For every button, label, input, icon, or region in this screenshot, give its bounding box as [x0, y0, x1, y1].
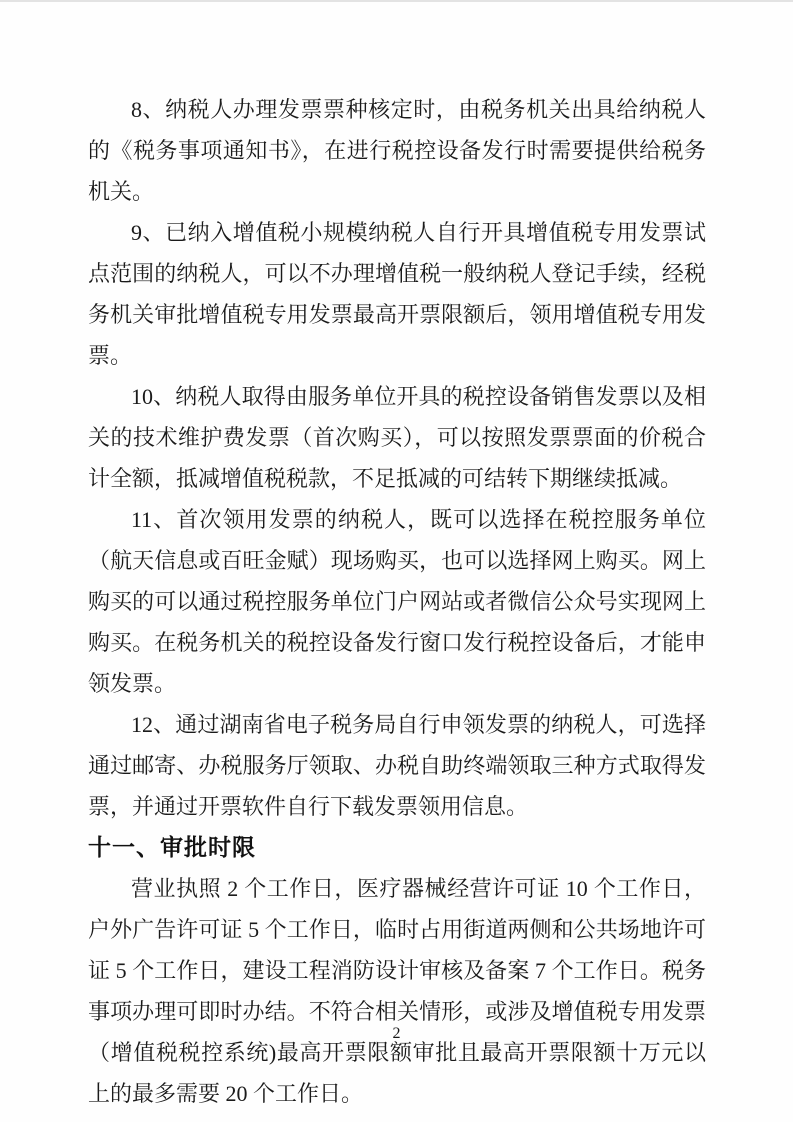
paragraph-item-8: 8、纳税人办理发票票种核定时，由税务机关出具给纳税人的《税务事项通知书》，在进行税控设备发行时需要提供给税务机关。 — [88, 97, 706, 204]
paragraph-item-10: 10、纳税人取得由服务单位开具的税控设备销售发票以及相关的技术维护费发票（首次购买），可以按照发票票面的价税合计全额，抵减增值税税款，不足抵减的可结转下期继续抵减。 — [88, 384, 706, 491]
paragraph-item-12: 12、通过湖南省电子税务局自行申领发票的纳税人，可选择通过邮寄、办税服务厅领取、办税自助终端领取三种方式取得发票，并通过开票软件自行下载发票领用信息。 — [88, 712, 706, 819]
document-body — [88, 89, 706, 1114]
page-number: 2 — [392, 1025, 401, 1042]
paragraph-item-9: 9、已纳入增值税小规模纳税人自行开具增值税专用发票试点范围的纳税人，可以不办理增值税一般纳税人登记手续，经税务机关审批增值税专用发票最高开票限额后，领用增值税专用发票。 — [88, 220, 706, 368]
section-paragraph-approval-time-limit: 营业执照 2 个工作日，医疗器械经营许可证 10 个工作日，户外广告许可证 5 个工作日，临时占用街道两侧和公共场地许可证 5 个工作日，建设工程消防设计审核及备案 7 个工作日。税务事项办理可即时办结。不符合相关情形，或涉及增值税专用发票（增值税税控系统)最高开票限额审批且最高开票限额十万元以上的最多需要 20 个工作日。 — [88, 876, 706, 1106]
paragraph-item-11: 11、首次领用发票的纳税人，既可以选择在税控服务单位（航天信息或百旺金赋）现场购买，也可以选择网上购买。网上购买的可以通过税控服务单位门户网站或者微信公众号实现网上购买。在税务机关的税控设备发行窗口发行税控设备后，才能申领发票。 — [88, 507, 706, 696]
section-heading-approval-time-limit: 十一、审批时限 — [88, 834, 256, 860]
page-top-edge — [0, 0, 793, 2]
